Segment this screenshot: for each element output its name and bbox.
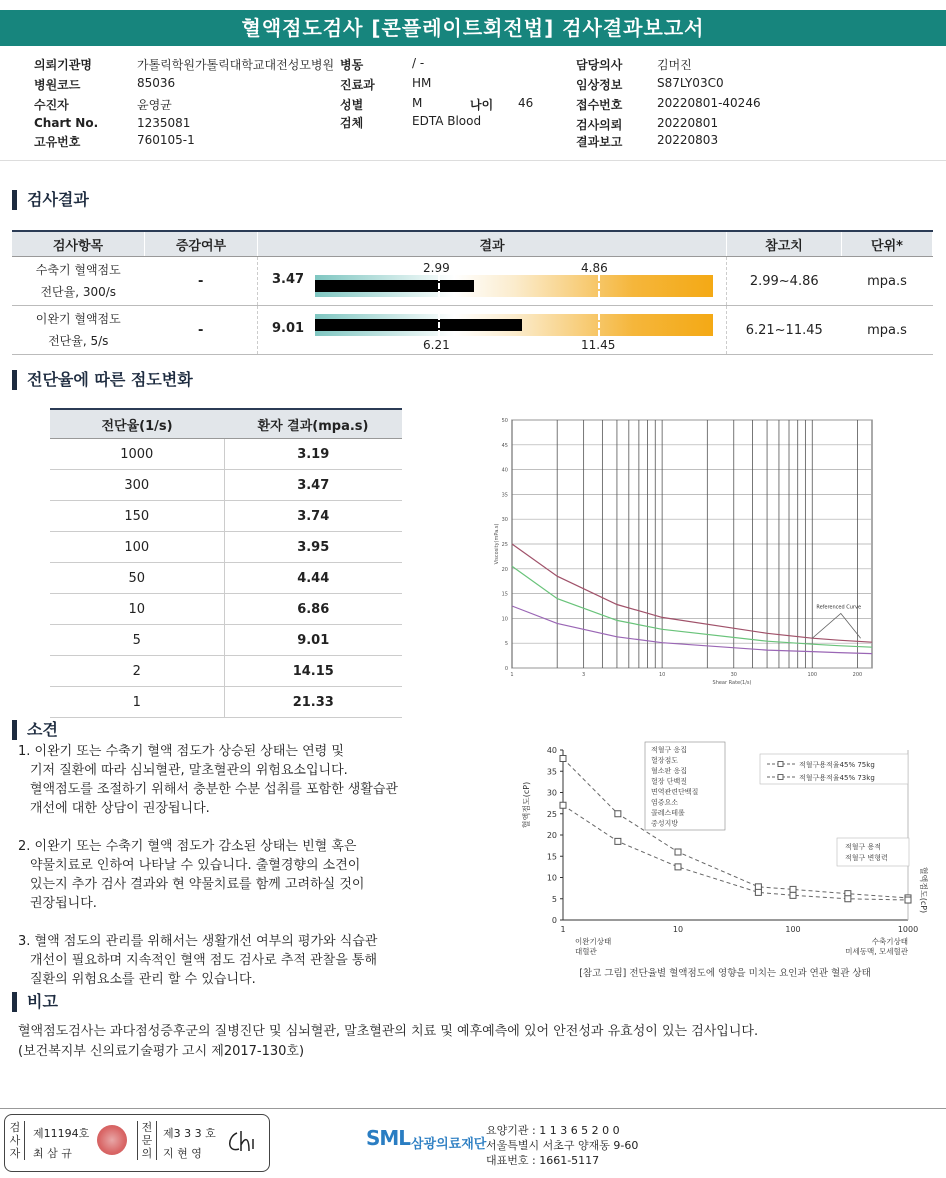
data-point [790,886,796,892]
shear-rate: 300 [50,470,224,501]
shear-viscosity: 6.86 [224,594,402,625]
result-value: 3.47 [272,272,305,287]
opinion-line: 2. 이완기 또는 수축기 혈액 점도가 감소된 상태는 빈혈 혹은 [18,839,357,854]
result-scale [315,314,713,336]
shear-rate: 10 [50,594,224,625]
y-tick-label: 50 [501,418,508,424]
ref-high-label: 11.45 [581,338,616,352]
item-name: 수축기 혈액점도 [35,263,121,277]
col-ref: 참고치 [727,231,842,257]
result-ref: 2.99~4.86 [727,257,842,306]
seal-stamp [97,1125,127,1155]
y-tick-label: 10 [501,616,508,623]
shear-row [50,532,402,563]
y-tick-label: 30 [546,788,557,798]
results-table [12,230,933,355]
ref-high-label: 4.86 [581,261,608,275]
ward-label: 병동 [340,58,364,72]
patient-label: 수진자 [34,98,69,112]
x-tick-label: 10 [658,672,666,678]
shear-row [50,501,402,532]
specialist-label [137,1121,157,1160]
specialist-char: 의 [141,1147,153,1160]
shear-rate: 100 [50,532,224,563]
col-shear: 전단율(1/s) [50,409,224,439]
factor-label: 면역관련단백질 [651,788,699,796]
recv-label: 접수번호 [576,98,623,112]
logo: SML [366,1126,411,1150]
remarks-heading: 비고 [12,992,58,1012]
item-name: 이완기 혈액점도 [35,312,121,326]
data-point [615,811,621,817]
legend-label: 적혈구용적율45% 75kg [799,761,875,769]
data-point [905,897,911,903]
x-tick-label: 100 [807,672,818,678]
factor-label: 적혈구 응집 [651,746,688,754]
x-tick-label: 200 [852,672,863,678]
shear-viscosity: 9.01 [224,625,402,656]
org-phone: 대표번호 : 1661-5117 [486,1154,600,1167]
opinion-line: 개선에 대한 상담이 권장됩니다. [30,801,210,816]
chart-no: 1235081 [137,116,191,130]
shear-rate: 2 [50,656,224,687]
opinion-line: 혈액점도를 조절하기 위해서 충분한 수분 섭취를 포함한 생활습관 [30,782,398,797]
factor-label: 중성지방 [651,819,679,828]
opinion-line: 있는지 추가 검사 결과와 현 약물치료를 함께 고려하실 것이 [30,877,365,892]
item-shear: 전단율, 5/s [48,334,109,348]
specialist-char: 문 [141,1134,153,1147]
signature-box [4,1114,270,1172]
shear-viscosity: 3.95 [224,532,402,563]
hosp-code: 85036 [137,76,176,90]
x-left-label: 이완기상태 [575,937,612,946]
ref-high-marker [598,275,600,297]
specimen: EDTA Blood [412,114,482,128]
shear-viscosity: 3.19 [224,439,402,470]
result-item [12,257,145,306]
clin: S87LY03C0 [657,76,724,90]
opinion-item [18,742,448,818]
opinion-heading: 소견 [12,720,58,740]
opinion-text [18,742,448,1008]
shear-rate: 150 [50,501,224,532]
x-tick-label: 1 [510,672,514,678]
x-tick-label: 3 [582,672,586,678]
y-tick-label: 25 [501,542,508,548]
shear-rate: 1000 [50,439,224,470]
annotation: Referenced Curve [816,604,862,611]
shear-viscosity: 3.47 [224,470,402,501]
data-point [675,864,681,870]
result-ref: 6.21~11.45 [727,306,842,355]
y-tick-label: 0 [504,666,508,672]
shear-row [50,656,402,687]
result-value: 9.01 [272,321,305,336]
reference-chart [515,738,935,983]
result-bar [315,280,474,292]
results-heading: 검사결과 [12,190,89,210]
opinion-line: 기저 질환에 따라 심뇌혈관, 말초혈관의 위험요소입니다. [30,763,348,778]
right-axis-label: 혈액점도(cP) [919,866,928,914]
shear-row [50,625,402,656]
recv: 20220801-40246 [657,96,761,110]
org-code: 요양기관 : 1 1 3 6 5 2 0 0 [486,1124,620,1137]
x-tick-label: 30 [730,672,737,678]
y-tick-label: 20 [501,566,508,573]
shear-row [50,594,402,625]
inspector-no: 제11194호 [33,1127,90,1140]
factor-label: 혈장점도 [651,756,679,765]
shear-rate: 50 [50,563,224,594]
viscosity-chart [490,412,890,692]
chart-caption: [참고 그림] 전단율별 혈액점도에 영향을 미치는 요인과 연관 혈관 상태 [579,968,871,979]
shear-rate: 5 [50,625,224,656]
doctor-label: 담당의사 [576,58,623,72]
req-date-label: 검사의뢰 [576,118,623,132]
col-result: 결과 [258,231,727,257]
result-cell [258,257,727,306]
opinion-line: 개선이 필요하며 지속적인 혈액 점도 검사로 추적 관찰을 통해 [30,953,378,968]
x-axis-label: Shear Rate(1/s) [712,680,752,686]
col-patient: 환자 결과(mpa.s) [224,409,402,439]
ref-low-marker [438,314,440,336]
result-unit: mpa.s [842,257,933,306]
remarks-line2: (보건복지부 신의료기술평가 고시 제2017-130호) [18,1044,305,1059]
uid: 760105-1 [137,133,195,147]
x-tick-label: 1000 [897,925,919,934]
doctor: 김머진 [657,58,692,72]
data-point [790,892,796,898]
sex-label: 성별 [340,98,364,112]
req-date: 20220801 [657,116,719,130]
y-tick-label: 5 [551,894,557,904]
result-cell [258,306,727,355]
remarks-line1: 혈액점도검사는 과다점성증후군의 질병진단 및 심뇌혈관, 말초혈관의 치료 및 예후예측에 있어 안전성과 유효성이 있는 검사입니다. [18,1024,759,1039]
chart-label: Chart No. [34,116,99,130]
result-item [12,306,145,355]
factor-label: 혈소판 응집 [651,767,688,775]
req-org-label: 의뢰기관명 [34,58,92,72]
result-unit: mpa.s [842,306,933,355]
ref-high-marker [598,314,600,336]
y-tick-label: 35 [501,492,508,499]
shear-row [50,687,402,718]
hosp-code-label: 병원코드 [34,78,81,92]
y-tick-label: 5 [504,641,508,648]
dept: HM [412,76,432,90]
shear-viscosity: 3.74 [224,501,402,532]
shear-viscosity: 21.33 [224,687,402,718]
result-change: - [145,306,258,355]
y-tick-label: 25 [546,809,557,819]
inspector-char: 검 [9,1121,21,1134]
y-tick-label: 0 [551,916,557,925]
factor-label: 콜레스테롤 [651,809,685,817]
ref-low-label: 2.99 [423,261,450,275]
opinion-line: 1. 이완기 또는 수축기 혈액 점도가 상승된 상태는 연령 및 [18,744,344,759]
sex: M [412,96,423,110]
data-point [845,896,851,902]
divider [0,160,946,161]
rbc-label: 적혈구 변형력 [845,854,888,862]
ward: / - [412,56,425,70]
result-bar [315,319,522,331]
ref-low-marker [438,275,440,297]
data-point [560,756,566,762]
result-row [12,257,933,306]
y-tick-label: 10 [546,873,557,883]
data-point [615,838,621,844]
shear-row [50,439,402,470]
y-axis-label: Viscosity(mPa.s) [494,523,500,565]
shear-viscosity: 14.15 [224,656,402,687]
shear-viscosity: 4.44 [224,563,402,594]
footer-divider [0,1108,946,1109]
specialist-name: 지 현 영 [163,1147,202,1160]
x-tick-label: 100 [785,925,801,934]
y-axis-label: 혈액점도(cP) [522,781,531,829]
inspector-char: 사 [9,1134,21,1147]
specialist-char: 전 [141,1121,153,1134]
opinion-item [18,932,448,989]
ref-low-label: 6.21 [423,338,450,352]
patient: 윤영균 [137,98,172,112]
org-name: 삼광의료재단 [411,1137,487,1152]
shear-heading: 전단율에 따른 점도변화 [12,370,193,390]
y-tick-label: 20 [546,831,557,840]
data-point [755,889,761,895]
col-item: 검사항목 [12,231,145,257]
y-tick-label: 15 [501,591,508,598]
req-org: 가톨릭학원가톨릭대학교대전성모병원 [137,58,335,72]
specialist-no: 제3 3 3 호 [163,1127,216,1140]
inspector-name: 최 삼 규 [33,1147,72,1160]
org-address: 서울특별시 서초구 양재동 9-60 [486,1139,639,1152]
signature [223,1127,263,1157]
result-change: - [145,257,258,306]
y-tick-label: 35 [546,767,557,777]
col-change: 증감여부 [145,231,258,257]
uid-label: 고유번호 [34,135,81,149]
x-tick-label: 10 [672,925,684,934]
shear-rate: 1 [50,687,224,718]
shear-table [50,408,402,718]
specimen-label: 검체 [340,116,364,130]
clin-label: 임상정보 [576,78,623,92]
col-unit: 단위* [842,231,933,257]
opinion-line: 질환의 위험요소를 관리 할 수 있습니다. [30,972,256,987]
opinion-item [18,837,448,913]
y-tick-label: 15 [546,852,557,862]
y-tick-label: 45 [501,442,508,449]
x-right-label: 수축기상태 [871,937,908,946]
result-row [12,306,933,355]
opinion-line: 약물치료로 인하여 나타날 수 있습니다. 출혈경향의 소견이 [30,858,361,873]
result-scale [315,275,713,297]
rbc-label: 적혈구 용적 [845,843,882,851]
opinion-line: 권장됩니다. [30,896,97,911]
data-point [560,802,566,808]
x-right-label: 미세동맥, 모세혈관 [845,947,908,956]
x-tick-label: 1 [560,925,566,934]
x-left-label: 대혈관 [575,947,597,956]
report-label: 결과보고 [576,135,623,149]
dept-label: 진료과 [340,78,375,92]
y-tick-label: 40 [546,746,557,755]
age-label: 나이 [470,98,494,112]
legend-marker [778,762,783,767]
y-tick-label: 30 [501,517,508,524]
data-point [675,849,681,855]
patient-info [0,52,946,152]
factor-label: 혈장 단백질 [651,777,688,786]
shear-row [50,470,402,501]
report-date: 20220803 [657,133,719,147]
age: 46 [518,96,534,110]
opinion-line: 3. 혈액 점도의 관리를 위해서는 생활개선 여부의 평가와 식습관 [18,934,378,949]
item-shear: 전단율, 300/s [40,285,117,299]
legend-marker [778,775,783,780]
factor-label: 염증요소 [651,798,679,807]
legend-label: 적혈구용적율45% 73kg [799,774,875,782]
inspector-char: 자 [9,1147,21,1160]
shear-row [50,563,402,594]
y-tick-label: 40 [501,467,508,474]
report-title: 혈액점도검사 [콘플레이트회전법] 검사결과보고서 [0,10,946,46]
inspector-label [8,1121,25,1160]
